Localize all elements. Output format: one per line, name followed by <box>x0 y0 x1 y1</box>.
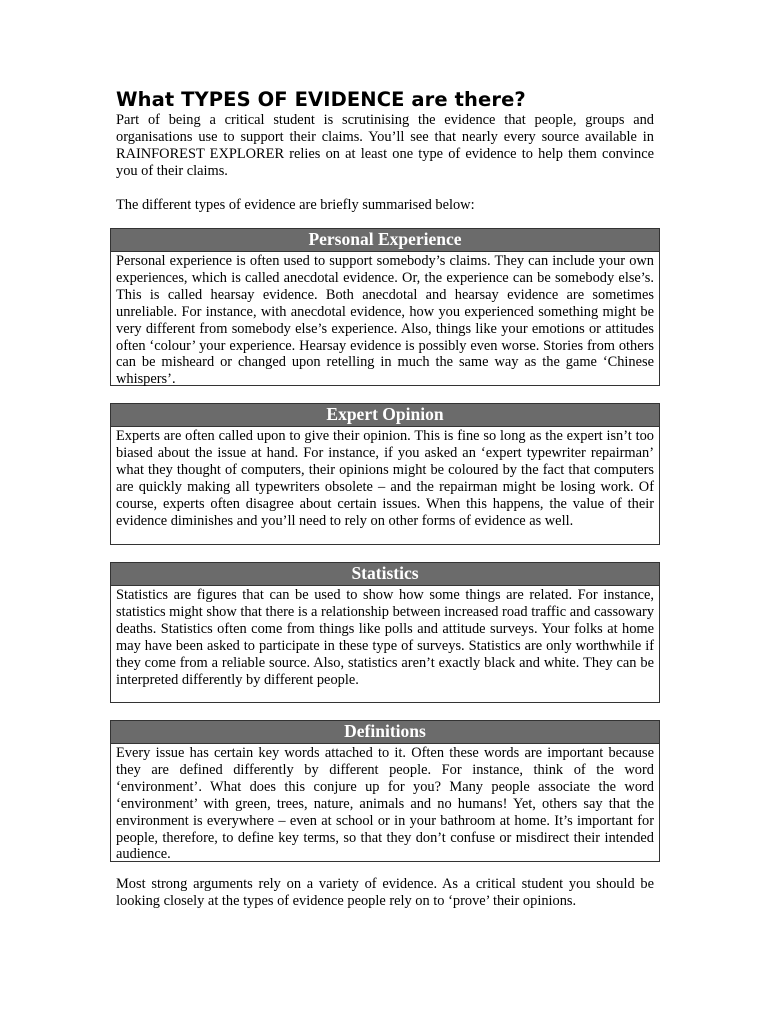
closing-paragraph: Most strong arguments rely on a variety of evidence. As a critical student you should be looking closely at the types of evidence people rely on to ‘prove’ their opinions. <box>116 876 654 909</box>
section-heading: Definitions <box>111 721 659 744</box>
section-box-expert-opinion <box>110 403 660 545</box>
section-box-personal-experience <box>110 228 660 386</box>
section-body: Statistics are figures that can be used to show how some things are related. For instance, statistics might show that there is a relationship between increased road traffic and cassowary deaths. Statistics often come from things like polls and attitude surveys. Your folks at home may have been asked to participate in these type of surveys. Statistics are only worthwhile if they come from a reliable source. Also, statistics aren’t exactly black and white. They can be interpreted differently by different people. <box>116 587 655 688</box>
lead-paragraph: The different types of evidence are briefly summarised below: <box>116 197 475 213</box>
section-body: Every issue has certain key words attached to it. Often these words are important because they are defined differently by different people. For instance, think of the word ‘environment’. What does this conjure up for you? Many people associate the word ‘environment’ with green, trees, nature, animals and no humans! Yet, others say that the environment is everywhere – even at school or in your bathroom at home. It’s important for people, therefore, to define key terms, so that they don’t confuse or misdirect their intended audience. <box>116 745 654 863</box>
section-body: Personal experience is often used to support somebody’s claims. They can include your own experiences, which is called anecdotal evidence. Or, the experience can be somebody else’s. This is called hearsay evidence. Both anecdotal and hearsay evidence are sometimes unreliable. For instance, with anecdotal evidence, how you experienced something might be very different from somebody else’s experience. Also, things like your emotions or attitudes often ‘colour’ your experience. Hearsay evidence is possibly even worse. Stories from others can be misheard or changed upon retelling in much the same way as the game ‘Chinese whispers’. <box>116 253 654 388</box>
section-heading: Personal Experience <box>111 229 659 252</box>
page-title: What TYPES OF EVIDENCE are there? <box>116 88 526 111</box>
document-page <box>116 88 655 909</box>
section-box-definitions <box>110 720 660 862</box>
section-body: Experts are often called upon to give their opinion. This is fine so long as the expert isn’t too biased about the issue at hand. For instance, if you asked an ‘expert typewriter repairman’ what they thought of computers, their opinions might be coloured by the fact that computers are quickly making all typewriters obsolete – and the repairman might be losing work. Of course, experts often disagree about certain issues. When this happens, the value of their evidence diminishes and you’ll need to rely on other forms of evidence as well. <box>116 428 654 529</box>
section-box-statistics <box>110 562 660 703</box>
section-heading: Expert Opinion <box>111 404 659 427</box>
intro-paragraph: Part of being a critical student is scrutinising the evidence that people, groups and organisations use to support their claims. You’ll see that nearly every source available in RAINFOREST EXPLORER relies on at least one type of evidence to help them convince you of their claims. <box>116 112 654 179</box>
section-heading: Statistics <box>111 563 659 586</box>
